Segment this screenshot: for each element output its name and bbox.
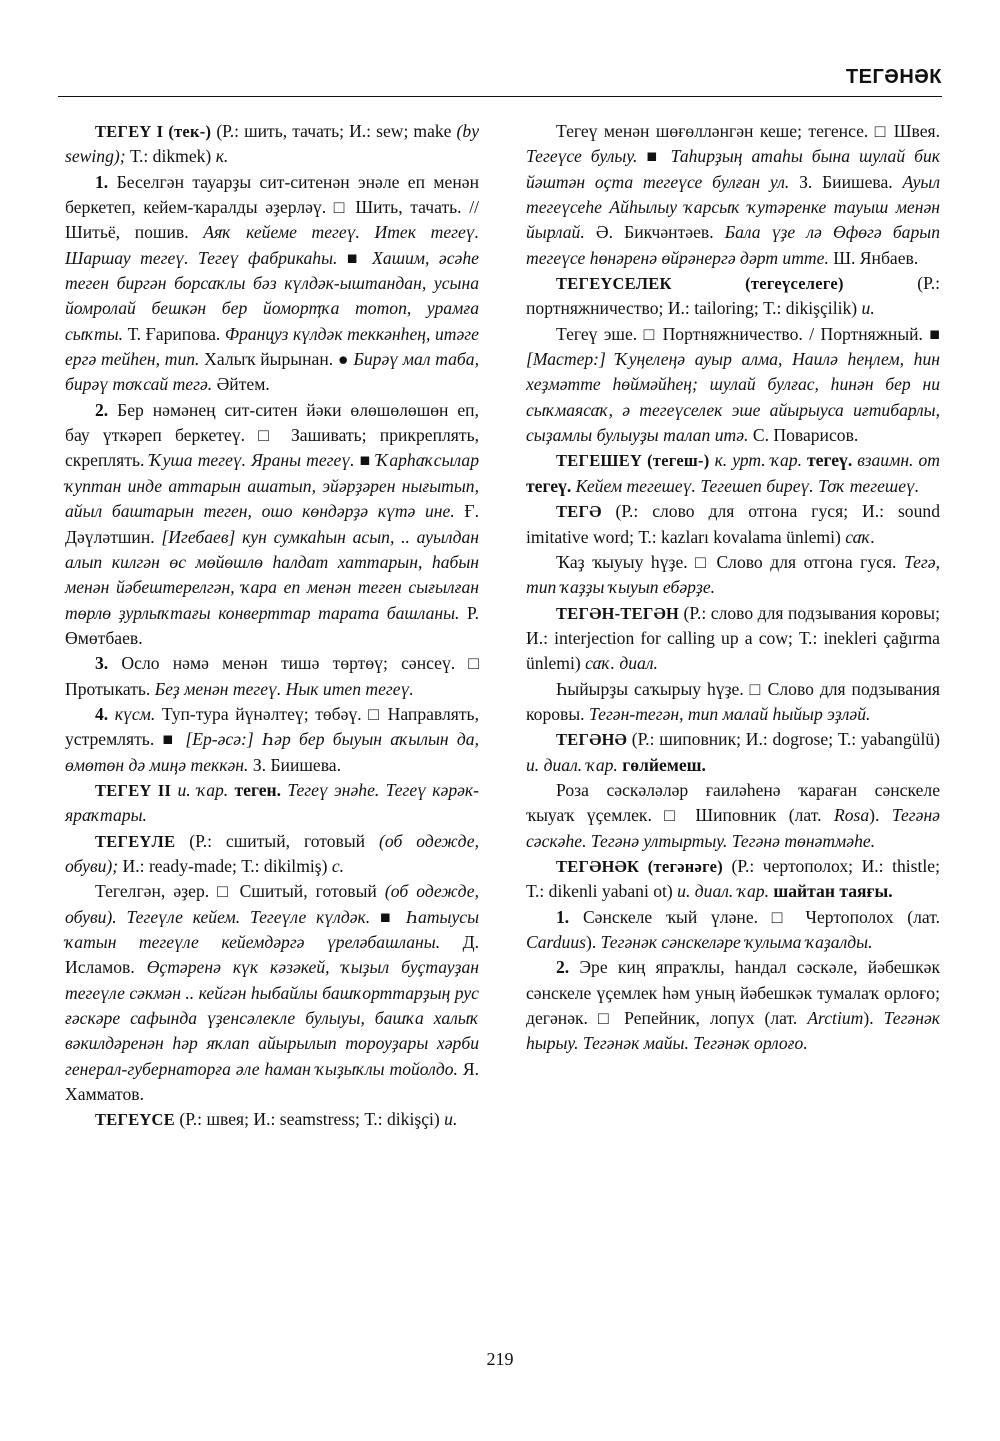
quotation: [Мастер:] Ҡуңелеңә ауыр алма, Наилә һеңлем, һин хеҙмәтте һөймәйһең; шулай булғас, һинән бер ни сыҡмаясаҡ, ә тегеүселек эше айырыуса иғтибарлы, сыҙамлы булыуҙы талап итә.	[526, 349, 940, 446]
quotation-author: З. Биишева.	[789, 171, 903, 192]
definition: Тегелгән, әҙер. □ Сшитый, готовый	[95, 881, 385, 902]
usage-label: и. диал. ҡар.	[677, 881, 769, 902]
quotation: Ҡарһаҡсылар ҡуптан инде аттарын ашатып, эйәрҙәрен нығытып, айыл баштарын теген, ошо көндәрҙә күтә ине.	[65, 450, 479, 522]
quote-marker: ■	[637, 146, 671, 167]
part-of-speech: и.	[861, 298, 875, 319]
quotation-author: С. Поварисов.	[748, 425, 859, 446]
quote-marker: ■	[337, 247, 373, 268]
definition: Тегеү эше. □ Портняжничество. / Портняжный.	[556, 323, 930, 344]
entry-tegane	[526, 727, 940, 778]
examples: Тегеү энәһе. Тегеү кәрәк-яраҡтары.	[65, 779, 480, 826]
headword: ТЕГӘН-ТЕГӘН	[556, 603, 680, 623]
usage-label: и. диал. ҡар.	[526, 754, 618, 775]
source-glosses: (Р.: слово для отгона гуся; И.: sound imitative word; Т.: kazları kovalama ünlemi)	[526, 501, 940, 547]
quotation: [Ер-әсә:] Һәр бер быуын аҡылын да, өмөтөн дә миңә теккән.	[65, 729, 479, 775]
source-glosses-end: И.: ready-made; Т.: dikilmiş)	[118, 855, 332, 876]
latin-name: Rosa	[833, 805, 870, 826]
source-glosses: (Р.: швея; И.: seamstress; Т.: dikişçi)	[174, 1109, 445, 1130]
definition: Ҡаҙ ҡыуыу һүҙе. □ Слово для отгона гуся.	[556, 551, 904, 572]
definition: Туп-тура йүнәлтеү; төбәү. □ Направлять, устремлять.	[65, 703, 479, 750]
sense-2	[65, 398, 479, 651]
source-glosses: (Р.: портняжничество; И.: tailoring; Т.: dikişçilik)	[526, 273, 940, 319]
definition-end: ).	[869, 805, 892, 826]
quote-marker: ■	[162, 729, 186, 750]
sense-1	[65, 170, 479, 398]
quotation: Таһирҙың атаһы бына шулай бик йәштән оҫта тегеүсе булған ул.	[526, 146, 940, 192]
quotation: Өҫтәренә күк кәзәкей, ҡыҙыл буҫтауҙан тегеүле сәкмән .. кейгән һыбайлы башҡорттарҙың рус ғәскәре сафында үҙенсәлекле булыуы, башҡа халыҡ вәкилдәренән һәр яҡлап айырылып тороуҙары хәрби генерал-губернаторға әле һаман ҡыҙыҡлы тойолдо.	[65, 957, 480, 1079]
cross-reference: гөлйемеш.	[617, 754, 706, 775]
proverb-source: Әйтем.	[212, 374, 270, 395]
quotation: Бала үҙе лә Өфөгә барып тегеүсе һөнәренә өйрәнергә дәрт итте.	[526, 222, 940, 268]
examples: Тегәнәк һырыу. Тегәнәк майы. Тегәнәк орлоғо.	[526, 1008, 941, 1054]
examples: Беҙ менән тегеү. Нык итеп тегеү.	[154, 678, 414, 699]
quotation: [Игебаев] кун сумкаһын асып, .. ауылдан алып килгән өс мөйөшлө һалдат хаттарын, һабын менән йәбештерелгән, ҡара еп менән теген сығылған төрлө ҙурлыҡтағы конверттар тарата башланы.	[65, 526, 480, 623]
entry-tegeu-2	[65, 778, 479, 829]
examples: Тегеүле кейем. Тегеүле күлдәк.	[116, 906, 371, 927]
headword: ТЕГӘНӘК (тегәнәге)	[556, 856, 723, 876]
usage-label: күсм.	[108, 703, 156, 724]
examples: Тегеүсе булыу.	[526, 146, 638, 167]
examples: Кейем тегешеү. Тегешеп биреү. Тоҡ тегешеү.	[571, 475, 920, 496]
proverb-bullet: ●	[337, 349, 349, 370]
definition: Тегеү менән шөғөлләнгән кеше; тегенсе. □ Швея.	[556, 121, 940, 141]
headword: ТЕГӘНӘ	[556, 730, 628, 750]
part-of-speech: к.	[215, 146, 229, 167]
sense-number: 2.	[95, 399, 109, 420]
examples: Тегәнәк сәнскеләре ҡулыма ҡаҙалды.	[600, 932, 873, 952]
left-column	[65, 119, 479, 1133]
entry-teganek	[526, 854, 940, 905]
header-rule	[58, 96, 942, 97]
entry-tegeuselek	[526, 271, 940, 322]
sense-number: 4.	[95, 703, 109, 724]
entry-tegan-tegan-sense	[526, 677, 940, 728]
quotation-author: Халыҡ йырынан.	[199, 349, 338, 370]
right-column	[526, 119, 940, 1057]
running-head: ТЕГӘНӘК	[845, 66, 942, 88]
definition-note: (об одежде, обуви).	[65, 881, 479, 927]
gloss-note: (by sewing);	[65, 121, 480, 167]
quotation-author: Я. Хамматов.	[65, 1058, 479, 1105]
definition-end: ).	[863, 1008, 884, 1029]
quotation-author: Т. Ғарипова.	[123, 323, 225, 344]
quote-marker: ■	[929, 323, 940, 344]
entry-tegeule	[65, 829, 479, 880]
sense-number: 3.	[95, 653, 109, 674]
quotation-author: Ғ. Дәүләтшин.	[65, 501, 479, 547]
source-glosses: (Р.: слово для подзывания коровы; И.: interjection for calling up a cow; Т.: inekleri çağırma ünlemi)	[526, 602, 940, 674]
entry-tega	[526, 499, 940, 550]
latin-name: Arctium	[807, 1008, 864, 1029]
headword: ТЕГЕҮСЕ	[95, 1110, 175, 1130]
source-glosses: (Р.: шить, тачать; И.: sew; make	[211, 121, 457, 141]
entry-tegeu-1	[65, 119, 479, 170]
source-glosses: (Р.: сшитый, готовый	[175, 830, 380, 851]
quotation: Һатыусы ҡатын тегеүле кейемдәргә үреләбашланы.	[65, 906, 479, 952]
quote-marker: ■	[354, 450, 377, 471]
part-of-speech: саҡ.	[845, 526, 876, 547]
headword: ТЕГӘ	[556, 502, 602, 522]
definition-end: ).	[585, 932, 601, 952]
headword: ТЕГЕҮ I (тек-)	[95, 122, 212, 141]
sense-number: 2.	[556, 957, 570, 978]
entry-tegesheu	[526, 448, 940, 499]
sense-3	[65, 651, 479, 702]
headword: ТЕГЕШЕҮ (тегеш-)	[556, 451, 710, 471]
examples: Тегәнә сәскәһе. Тегәнә ултыртыу. Тегәнә төнәтмәһе.	[526, 805, 940, 851]
examples: Тегән-тегән, тип малай һыйыр эҙләй.	[588, 703, 871, 724]
cross-reference: тегеү.	[526, 475, 572, 496]
quotation: Хашим, әсәһе теген биргән борсаҡлы бәз күлдәк-ыштандан, усына йомролай бешкән бер йоморҭҡа тотоп, урамға сыҡты.	[65, 247, 479, 344]
entry-tega-sense	[526, 550, 940, 601]
quotation-author: Р. Өмөтбаев.	[65, 602, 479, 648]
cross-reference: шайтан таяғы.	[769, 881, 893, 902]
latin-name: Carduus	[526, 932, 586, 952]
quotation-author: З. Биишева.	[248, 754, 342, 775]
page-number: 219	[486, 1349, 514, 1369]
usage-label: взаимн. от	[852, 450, 940, 471]
entry-tegane-sense	[526, 778, 940, 854]
gloss-note: (об одежде, обуви);	[65, 830, 479, 876]
definition: Беселгән тауарҙы сит-ситенән энәле еп менән беркетеп, кейем-ҡаралды әҙерләү. □ Шить, тачать. // Шитьё, пошив.	[65, 171, 479, 243]
entry-tegan-tegan	[526, 601, 940, 677]
examples: Ҡуша тегеү. Яраны тегеү.	[149, 450, 355, 471]
cross-reference: теген.	[228, 779, 282, 800]
source-glosses: (Р.: чертополох; И.: thistle; Т.: dikenli yabani ot)	[526, 855, 940, 902]
proverb: Бирәү мал таба, бирәү тоҡсай тегә.	[65, 349, 479, 395]
examples: Аяҡ кейеме тегеү. Итек тегеү. Шаршау тегеү. Тегеү фабрикаһы.	[65, 222, 479, 268]
quote-marker: ■	[370, 906, 406, 927]
quotation: Француз күлдәк теккәнһең, итәге ергә тейһен, тип.	[65, 323, 479, 370]
quotation-author: Д. Исламов.	[65, 932, 479, 978]
usage-label: к. урт. ҡар.	[709, 450, 802, 471]
headword: ТЕГЕҮ II	[95, 780, 172, 800]
sense-4	[65, 702, 479, 778]
part-of-speech: саҡ. диал.	[585, 653, 658, 674]
part-of-speech: и.	[444, 1109, 458, 1130]
quotation-author: Ш. Янбаев.	[828, 247, 919, 268]
cross-reference: тегеү.	[801, 450, 853, 471]
entry-tegeuse-sense	[526, 119, 940, 271]
teganek-sense-1	[526, 905, 940, 956]
headword: ТЕГЕҮЛЕ	[95, 831, 176, 851]
part-of-speech: с.	[331, 855, 345, 876]
entry-tegeule-sense	[65, 879, 479, 1107]
definition: Роза сәскәләләр ғаиләһенә ҡараған сәнскеле ҡыуаҡ үҫемлек. □ Шиповник (лат.	[526, 779, 940, 826]
source-glosses: (Р.: шиповник; И.: dogrose; Т.: yabangülü)	[627, 729, 940, 750]
entry-tegeuselek-sense	[526, 322, 940, 449]
definition: Эре киң япраҡлы, һандал сәскәле, йәбешкәк сәнскеле үҫемлек һәм уның йәбешкәк тумалаҡ орлоғо; дегәнәк. □ Репейник, лопух (лат.	[526, 957, 940, 1029]
quotation-author: Ә. Бикчәнтәев.	[584, 222, 725, 243]
sense-number: 1.	[556, 906, 570, 927]
definition: Бер нәмәнең сит-ситен йәки өлөшөлөшөн еп, бау үткәреп беркетеү. □ Зашивать; прикреплять, скреплять.	[65, 399, 479, 471]
quotation: Ауыл тегеүсеһе Айһылыу ҡарсыҡ ҡутәренке тауыш менән йырлай.	[526, 171, 940, 243]
source-glosses-end: Т.: dikmek)	[125, 146, 216, 167]
entry-tegeuse	[65, 1107, 479, 1132]
definition: Сәнскеле ҡый үләне. □ Чертополох (лат.	[569, 906, 940, 927]
usage-label: и. ҡар.	[171, 779, 229, 800]
teganek-sense-2	[526, 955, 940, 1056]
definition: Осло нәмә менән тишә төртөү; сәнсеү. □ Протыкать.	[65, 653, 479, 699]
sense-number: 1.	[95, 171, 109, 192]
definition: Һыйырҙы саҡырыу һүҙе. □ Слово для подзывания коровы.	[526, 678, 940, 724]
headword: ТЕГЕҮСЕЛЕК (тегеүселеге)	[556, 274, 844, 294]
examples: Тегә, тип ҡаҙҙы ҡыуып ебәрҙе.	[526, 551, 940, 598]
